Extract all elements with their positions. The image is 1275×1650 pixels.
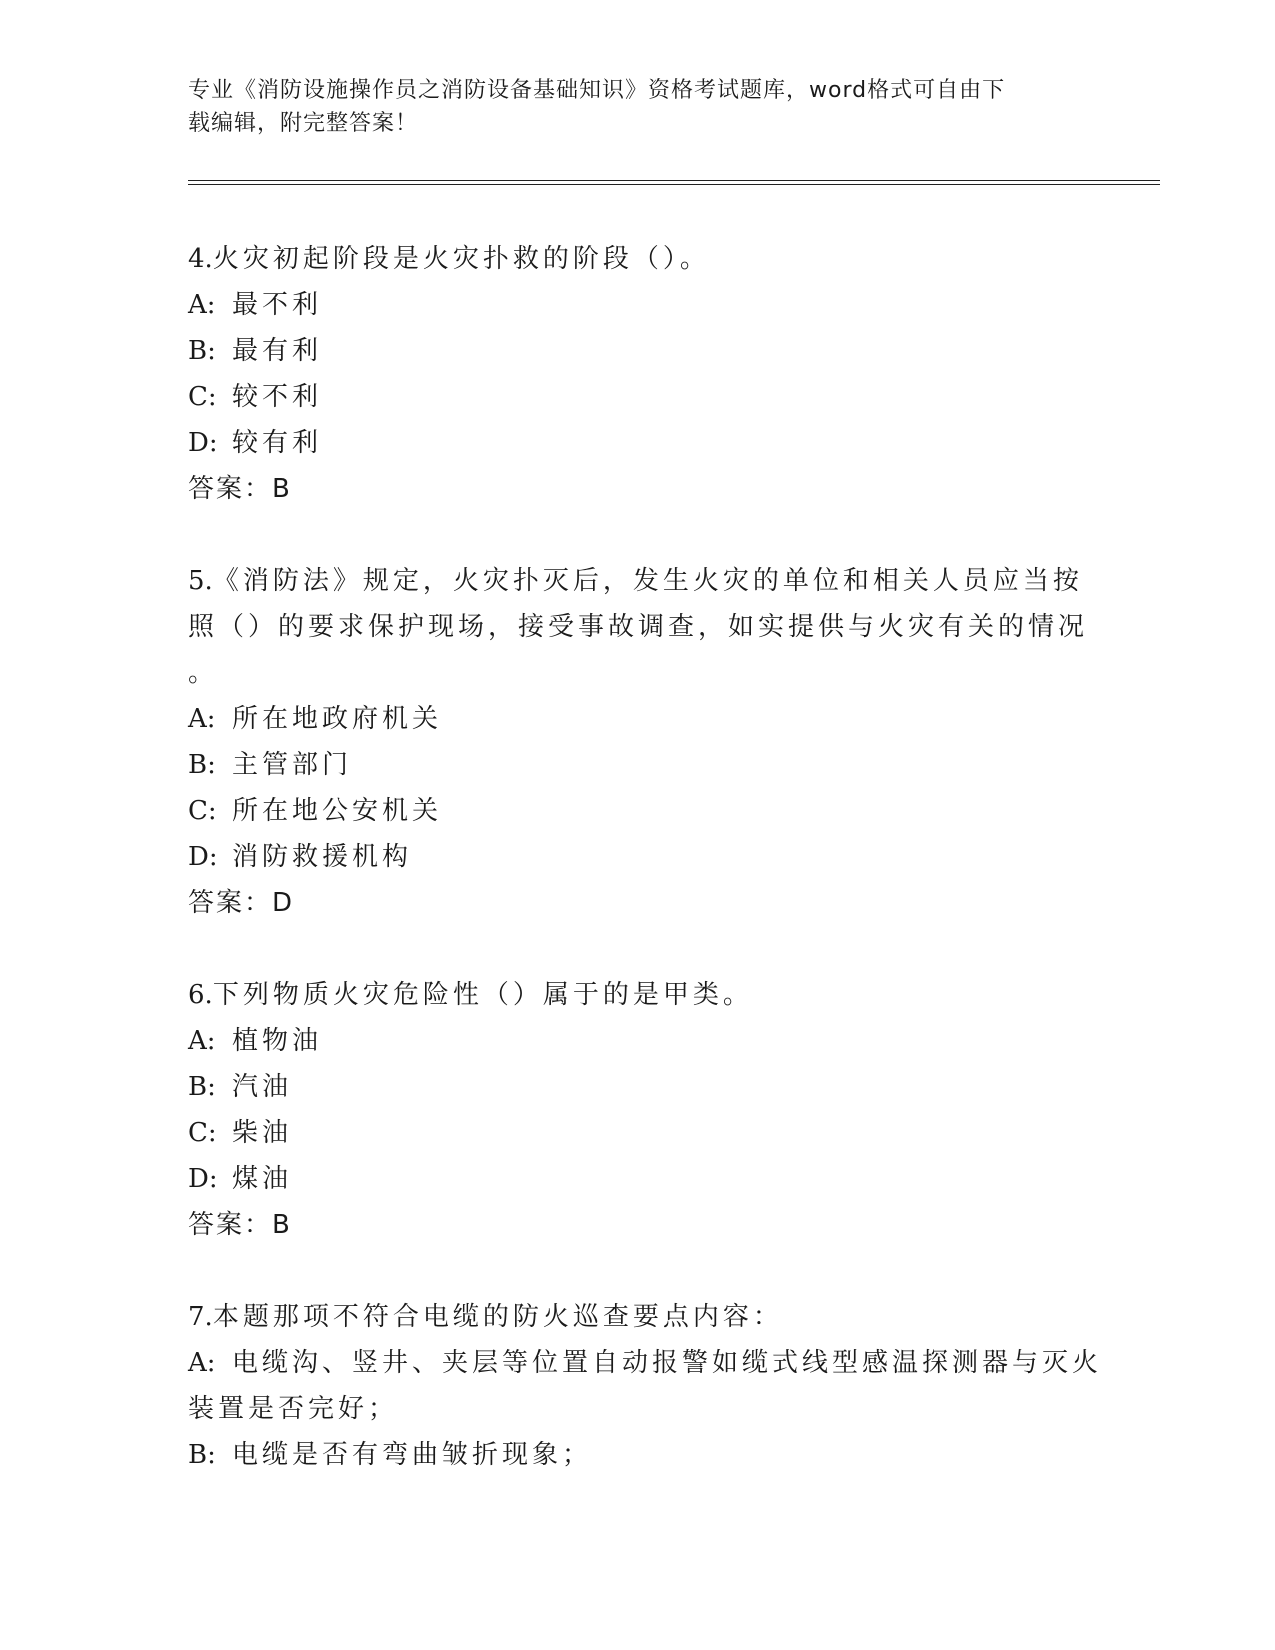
stem-line: 《消防法》规定，火灾扑灭后，发生火灾的单位和相关人员应当按 [212, 566, 1083, 596]
header-line-2: 载编辑，附完整答案！ [188, 111, 419, 136]
stem-line: 下列物质火灾危险性（）属于的是甲类。 [212, 980, 753, 1010]
option-label: B: [188, 1072, 216, 1102]
option-label: A: [188, 1348, 216, 1378]
option-text: 柴油 [232, 1118, 293, 1148]
option-d [188, 1156, 1088, 1202]
option-d [188, 834, 1088, 880]
header-line-1: 专业《消防设施操作员之消防设备基础知识》资格考试题库，word格式可自由下 [188, 78, 1006, 103]
question-list [188, 236, 1103, 1524]
question-number: 5. [188, 566, 213, 596]
question-6 [188, 972, 1088, 1248]
answer-line: 答案：D [188, 888, 295, 918]
answer-line: 答案：B [188, 1210, 292, 1240]
option-a [188, 696, 1088, 742]
document-header [188, 74, 1068, 140]
header-divider-top [188, 180, 1160, 181]
option-a [188, 282, 1088, 328]
option-label: A: [188, 290, 216, 320]
stem-line: 本题那项不符合电缆的防火巡查要点内容： [212, 1302, 783, 1332]
option-label: C: [188, 1118, 217, 1148]
option-label: D: [188, 428, 218, 458]
option-c [188, 374, 1088, 420]
option-label: B: [188, 1440, 216, 1470]
option-c [188, 1110, 1088, 1156]
question-4 [188, 236, 1088, 512]
option-b [188, 328, 1088, 374]
header-divider-bottom [188, 184, 1160, 185]
question-stem [188, 236, 1088, 282]
option-label: B: [188, 750, 216, 780]
option-b [188, 1432, 1088, 1478]
question-5 [188, 558, 1088, 926]
question-stem [188, 558, 1088, 604]
option-label: B: [188, 336, 216, 366]
option-text: 汽油 [232, 1072, 293, 1102]
question-stem [188, 972, 1088, 1018]
stem-continuation: 照（）的要求保护现场，接受事故调查，如实提供与火灾有关的情况 [188, 612, 1089, 642]
option-label: A: [188, 1026, 216, 1056]
option-text: 较不利 [232, 382, 323, 412]
option-b [188, 1064, 1088, 1110]
option-text: 电缆沟、竖井、夹层等位置自动报警如缆式线型感温探测器与灭火 [232, 1348, 1103, 1378]
option-text: 最不利 [232, 290, 323, 320]
option-label: D: [188, 1164, 218, 1194]
question-number: 6. [188, 980, 213, 1010]
option-text: 较有利 [232, 428, 323, 458]
option-label: A: [188, 704, 216, 734]
question-number: 4. [188, 244, 213, 274]
stem-continuation: 。 [188, 658, 219, 688]
option-label: C: [188, 382, 217, 412]
option-text: 所在地政府机关 [232, 704, 443, 734]
question-stem [188, 1294, 1088, 1340]
option-a [188, 1018, 1088, 1064]
question-7 [188, 1294, 1103, 1478]
option-b [188, 742, 1088, 788]
option-text: 所在地公安机关 [232, 796, 443, 826]
stem-line: 火灾初起阶段是火灾扑救的阶段（）。 [212, 244, 710, 274]
option-label: D: [188, 842, 218, 872]
option-text: 煤油 [232, 1164, 293, 1194]
option-a-continuation: 装置是否完好； [188, 1394, 399, 1424]
option-text: 最有利 [232, 336, 323, 366]
option-c [188, 788, 1088, 834]
option-text: 电缆是否有弯曲皱折现象； [232, 1440, 593, 1470]
answer-line: 答案：B [188, 474, 292, 504]
option-text: 消防救援机构 [232, 842, 413, 872]
option-text: 主管部门 [232, 750, 353, 780]
option-a [188, 1340, 1103, 1386]
option-d [188, 420, 1088, 466]
option-label: C: [188, 796, 217, 826]
option-text: 植物油 [232, 1026, 323, 1056]
question-number: 7. [188, 1302, 213, 1332]
